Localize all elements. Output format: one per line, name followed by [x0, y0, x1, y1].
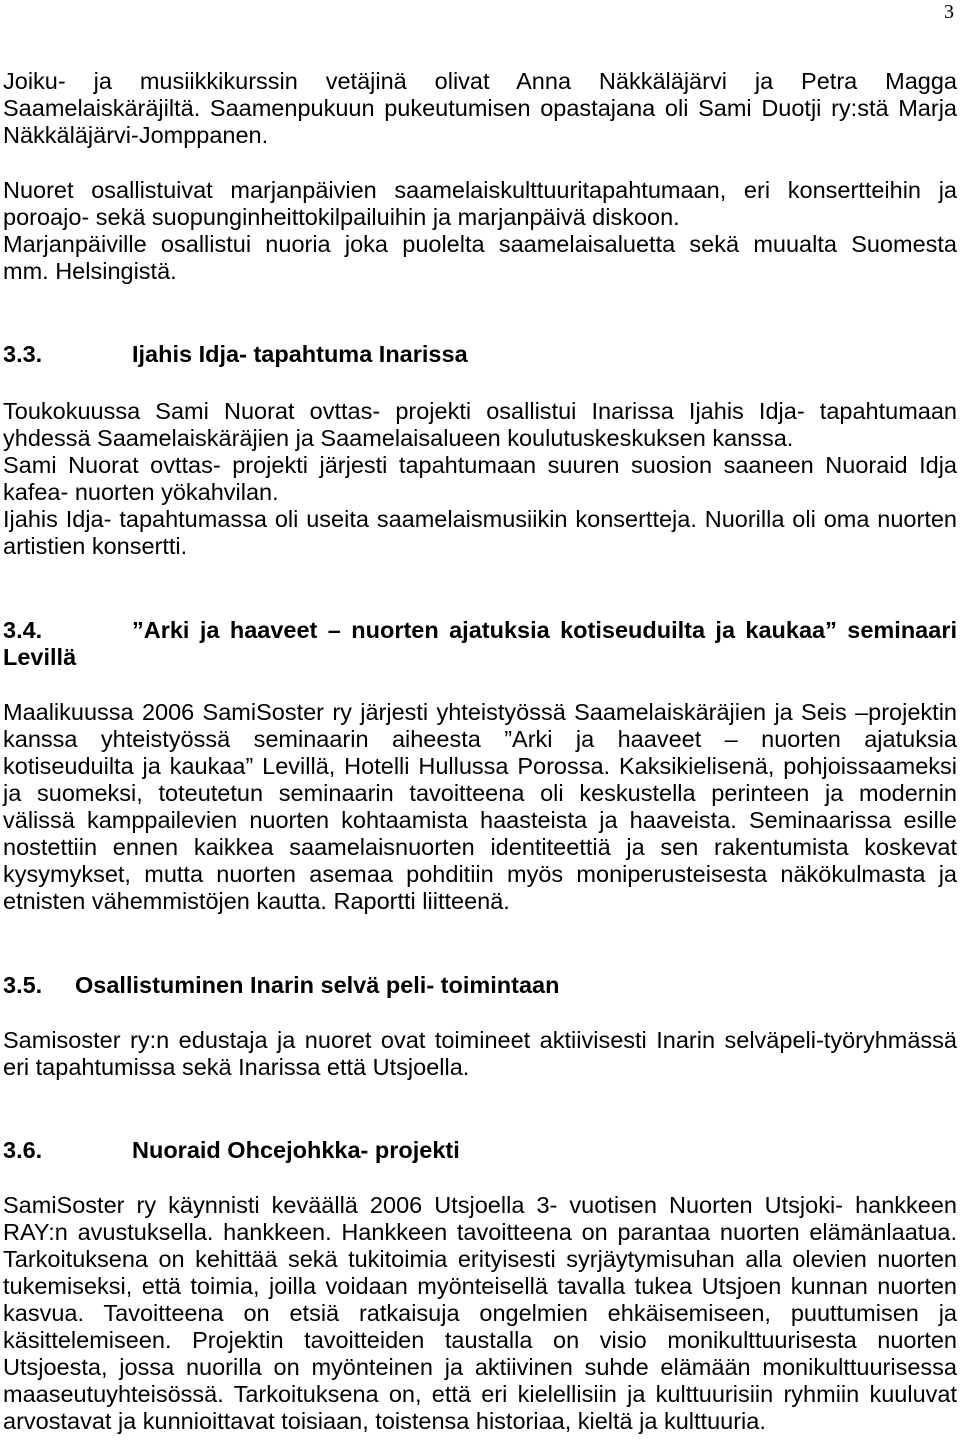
section-number: 3.5. [3, 972, 43, 998]
text-line: Utsjoesta, jossa nuorilla on myönteinen ja aktiivinen suhde elämään monikulttuurisessa [3, 1354, 957, 1380]
section-number: 3.4. [3, 617, 43, 643]
page-number: 3 [944, 1, 954, 23]
text-line: kysymykset, mutta nuorten asemaa pohditiin myös moniperusteisesta näkökulmasta ja [3, 861, 957, 887]
section-heading [3, 341, 957, 368]
section-body [3, 1192, 957, 1435]
text-line: Toukokuussa Sami Nuorat ovttas- projekti osallistui Inarissa Ijahis Idja- tapahtumaan [3, 398, 957, 424]
text-line: arvostavat ja kunnioittavat toisiaan, toistensa historiaa, kieltä ja kulttuuria. [3, 1408, 766, 1434]
text-line: RAY:n avustuksella. hankkeen. Hankkeen tavoitteena on parantaa nuorten elämänlaatua. [3, 1219, 957, 1245]
text-line: Maalikuussa 2006 SamiSoster ry järjesti yhteistyössä Saamelaiskäräjien ja Seis –projektin [3, 699, 957, 725]
section-body [3, 398, 957, 560]
section-title: Osallistuminen Inarin selvä peli- toimintaan [75, 972, 560, 998]
text-line: nostettiin ennen kaikkea saamelaisnuorten identiteettiä ja sen rakentumista koskevat [3, 834, 957, 860]
section-title: Nuoraid Ohcejohkka- projekti [132, 1137, 460, 1163]
text-line: Ijahis Idja- tapahtumassa oli useita saamelaismusiikin konsertteja. Nuorilla oli oma nuorten [3, 506, 957, 532]
text-line: Näkkäläjärvi-Jomppanen. [3, 122, 269, 148]
paragraph [3, 177, 957, 285]
section-heading [3, 1137, 957, 1164]
text-line: Joiku- ja musiikkikurssin vetäjinä olivat Anna Näkkäläjärvi ja Petra Magga [3, 68, 957, 94]
text-line: SamiSoster ry käynnisti keväällä 2006 Utsjoella 3- vuotisen Nuorten Utsjoki- hankkeen [3, 1192, 957, 1218]
text-line: kafea- nuorten yökahvilan. [3, 479, 279, 505]
text-line: Nuoret osallistuivat marjanpäivien saamelaiskulttuuritapahtumaan, eri konsertteihin ja [3, 177, 957, 203]
text-line: eri tapahtumissa sekä Inarissa että Utsjoella. [3, 1054, 470, 1080]
text-line: poroajo- sekä suopunginheittokilpailuihin ja marjanpäivä diskoon. [3, 204, 680, 230]
text-line: etnisten vähemmistöjen kautta. Raportti liitteenä. [3, 888, 510, 914]
section-heading [3, 972, 957, 999]
text-line: ja suomeksi, toteutetun seminaarin tavoitteena oli keskustella perinteen ja modernin [3, 780, 957, 806]
section-title: Ijahis Idja- tapahtuma Inarissa [132, 341, 468, 367]
text-line: Tarkoituksena on kehittää sekä tukitoimia erityisesti syrjäytymisuhan alla olevien nuorten [3, 1246, 957, 1272]
text-line: välissä kamppailevien nuorten kohtaamista haasteista ja haaveista. Seminaarissa esille [3, 807, 957, 833]
section-heading [3, 617, 957, 671]
text-line: mm. Helsingistä. [3, 258, 177, 284]
text-line: yhdessä Saamelaiskäräjien ja Saamelaisalueen koulutuskeskuksen kanssa. [3, 425, 794, 451]
section-number: 3.6. [3, 1137, 43, 1163]
section-body [3, 1027, 957, 1081]
section-title: ”Arki ja haaveet – nuorten ajatuksia kotiseuduilta ja kaukaa” seminaari [132, 617, 957, 643]
text-line: artistien konsertti. [3, 533, 188, 559]
text-line: Samisoster ry:n edustaja ja nuoret ovat toimineet aktiivisesti Inarin selväpeli-työryhmässä [3, 1027, 957, 1053]
paragraph [3, 68, 957, 149]
text-line: maaseutuyhteisössä. Tarkoituksena on, että eri kielellisiin ja kulttuurisiin ryhmiin kuuluvat [3, 1381, 957, 1407]
text-line: Sami Nuorat ovttas- projekti järjesti tapahtumaan suuren suosion saaneen Nuoraid Idja [3, 452, 957, 478]
text-line: Saamelaiskäräjiltä. Saamenpukuun pukeutumisen opastajana oli Sami Duotji ry:stä Marja [3, 95, 957, 121]
text-line: käsittelemiseen. Projektin tavoitteiden taustalla on visio monikulttuurisesta nuorten [3, 1327, 957, 1353]
text-line: tukemiseksi, että toimia, joilla voidaan myönteisellä tavalla tukea Utsjoen kunnan nuorten [3, 1273, 957, 1299]
section-body [3, 699, 957, 915]
section-number: 3.3. [3, 341, 43, 367]
text-line: kanssa yhteistyössä seminaarin aiheesta ”Arki ja haaveet – nuorten ajatuksia [3, 726, 957, 752]
section-title-continued: Levillä [3, 644, 77, 670]
text-line: kotiseuduilta ja kaukaa” Levillä, Hotelli Hullussa Porossa. Kaksikielisenä, pohjoissaameksi [3, 753, 957, 779]
text-line: Marjanpäiville osallistui nuoria joka puolelta saamelaisaluetta sekä muualta Suomesta [3, 231, 957, 257]
text-line: kasvua. Tavoitteena on etsiä ratkaisuja ongelmien ehkäisemiseen, puuttumisen ja [3, 1300, 957, 1326]
